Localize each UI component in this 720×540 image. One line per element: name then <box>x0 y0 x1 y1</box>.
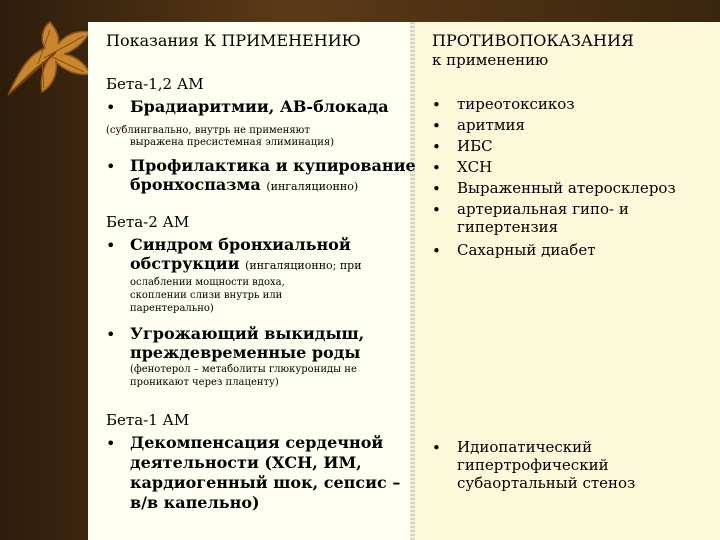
item-bronchospasm-line2 <box>130 176 358 194</box>
bullet: • <box>106 157 116 176</box>
contraindications-header: ПРОТИВОПОКАЗАНИЯ <box>432 31 634 50</box>
item-miscarriage-line2: преждевременные роды <box>130 343 361 362</box>
item-decompensation: Декомпенсация сердечной <box>130 433 384 452</box>
inline-note: (ингаляционно) <box>266 180 359 193</box>
bullet: • <box>432 242 441 260</box>
bullet: • <box>106 434 116 453</box>
bullet: • <box>106 98 116 117</box>
item-text: бронхоспазма <box>130 175 261 194</box>
bullet: • <box>432 96 441 114</box>
note-line: выражена пресистемная элиминация) <box>130 137 335 148</box>
list-item-continuation: гипертензия <box>457 218 559 236</box>
bullet: • <box>106 236 116 255</box>
item-decompensation-line2: деятельности (ХСН, ИМ, <box>130 453 362 472</box>
list-item: Сахарный диабет <box>457 241 596 259</box>
item-text: обструкции <box>130 254 240 273</box>
item-bronchospasm: Профилактика и купирование <box>130 156 416 175</box>
note-line: скоплении слизи внутрь или <box>130 290 283 301</box>
item-obstruction-line2 <box>130 255 362 273</box>
item-miscarriage: Угрожающий выкидыш, <box>130 324 365 343</box>
note-line: (фенотерол – метаболиты глюкурониды не <box>130 364 357 375</box>
bullet: • <box>432 180 441 198</box>
section-title-beta12: Бета-1,2 АМ <box>106 75 204 93</box>
item-decompensation-line3: кардиогенный шок, сепсис – <box>130 473 401 492</box>
slide <box>88 22 720 540</box>
item-bradyarrhythmia: Брадиаритмии, АВ-блокада <box>130 97 389 116</box>
section-title-beta1: Бета-1 АМ <box>106 411 190 429</box>
item-obstruction: Синдром бронхиальной <box>130 235 351 254</box>
list-item-continuation: субаортальный стеноз <box>457 474 636 492</box>
note-line: проникают через плаценту) <box>130 377 279 388</box>
bullet: • <box>106 325 116 344</box>
section-title-beta2: Бета-2 АМ <box>106 213 190 231</box>
column-divider <box>410 22 415 540</box>
contraindications-subheader: к применению <box>432 51 549 69</box>
bullet: • <box>432 159 441 177</box>
bullet: • <box>432 201 441 219</box>
indications-header: Показания К ПРИМЕНЕНИЮ <box>106 31 361 50</box>
note-line: (сублингвально, внутрь не применяют <box>106 125 310 136</box>
list-item: тиреотоксикоз <box>457 95 575 113</box>
list-item: ХСН <box>457 158 493 176</box>
list-item-continuation: гипертрофический <box>457 456 609 474</box>
inline-note: (ингаляционно; при <box>245 259 362 272</box>
item-decompensation-line4: в/в капельно) <box>130 493 260 512</box>
list-item: Идиопатический <box>457 438 593 456</box>
bullet: • <box>432 138 441 156</box>
bullet: • <box>432 117 441 135</box>
note-line: ослаблении мощности вдоха, <box>130 277 285 288</box>
list-item: ИБС <box>457 137 493 155</box>
list-item: артериальная гипо- и <box>457 200 629 218</box>
list-item: аритмия <box>457 116 525 134</box>
note-line: парентерально) <box>130 303 214 314</box>
list-item: Выраженный атеросклероз <box>457 179 676 197</box>
bullet: • <box>432 439 441 457</box>
